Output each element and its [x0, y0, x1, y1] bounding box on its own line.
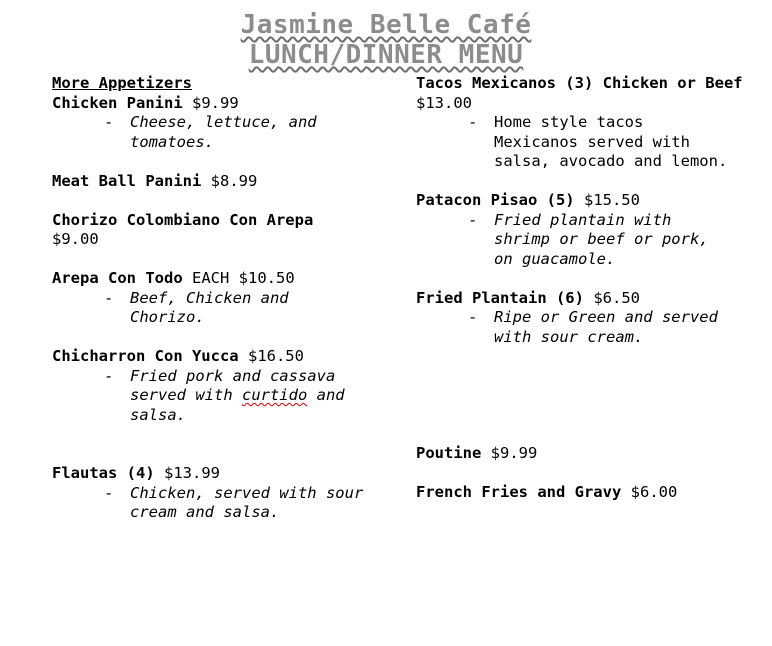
menu-item-patacon-pisao — [416, 191, 756, 269]
right-column — [416, 74, 756, 522]
item-price: $9.99 — [192, 93, 239, 112]
menu-item-arepa-con-todo — [52, 269, 392, 328]
item-price: $9.00 — [52, 230, 99, 248]
item-description: - Chicken, served with sour cream and salsa. — [104, 483, 364, 521]
cafe-title: Jasmine Belle Café — [240, 10, 532, 40]
item-name: Chicken Panini — [52, 93, 183, 112]
menu-item-meat-ball-panini — [52, 172, 392, 192]
menu-item-french-fries-and-gravy — [416, 483, 756, 503]
item-price: $6.50 — [593, 288, 640, 307]
item-price: $15.50 — [583, 191, 640, 209]
item-price: $9.99 — [490, 444, 538, 462]
item-name: Arepa Con Todo — [52, 269, 183, 287]
item-name: Chicharron Con Yucca — [52, 347, 239, 365]
item-price: $6.00 — [630, 483, 678, 501]
item-name: Tacos Mexicanos (3) Chicken or Beef — [416, 74, 743, 92]
item-price: $16.50 — [247, 347, 304, 365]
menu-subtitle: LUNCH/DINNER MENU — [248, 40, 524, 70]
item-description: - Fried plantain with shrimp or beef or pork, on guacamole. — [468, 210, 709, 268]
menu-header — [0, 10, 772, 70]
item-description: - Ripe or Green and served with sour cream. — [468, 308, 718, 346]
item-price: $13.00 — [416, 93, 472, 112]
item-name: Flautas (4) — [52, 464, 155, 482]
item-name: Fried Plantain (6) — [416, 288, 584, 307]
menu-item-fried-plantain — [416, 289, 756, 348]
item-name: Chorizo Colombiano Con Arepa — [52, 210, 314, 229]
item-price: EACH $10.50 — [192, 269, 295, 287]
spelling-flag-word: curtido — [241, 386, 308, 404]
item-price: $13.99 — [164, 464, 220, 482]
menu-item-chicharron-con-yucca — [52, 347, 392, 425]
item-description: - Cheese, lettuce, and tomatoes. — [104, 113, 317, 151]
menu-item-flautas — [52, 464, 392, 523]
item-name: French Fries and Gravy — [416, 483, 622, 501]
item-description: - Fried pork and cassava served with curtido and salsa. — [104, 366, 345, 424]
item-name: Poutine — [416, 444, 482, 462]
item-name: Meat Ball Panini — [52, 171, 202, 190]
menu-item-poutine — [416, 444, 756, 464]
menu-item-chicken-panini — [52, 94, 392, 153]
item-name: Patacon Pisao (5) — [416, 191, 575, 209]
section-title-more-appetizers: More Appetizers — [52, 74, 192, 92]
menu-item-tacos-mexicanos — [416, 74, 756, 172]
item-description: - Beef, Chicken and Chorizo. — [104, 288, 289, 326]
left-column — [52, 74, 392, 542]
item-description: - Home style tacos Mexicanos served with salsa, avocado and lemon. — [468, 113, 728, 170]
menu-item-chorizo-colombiano — [52, 211, 392, 250]
item-price: $8.99 — [210, 171, 258, 190]
